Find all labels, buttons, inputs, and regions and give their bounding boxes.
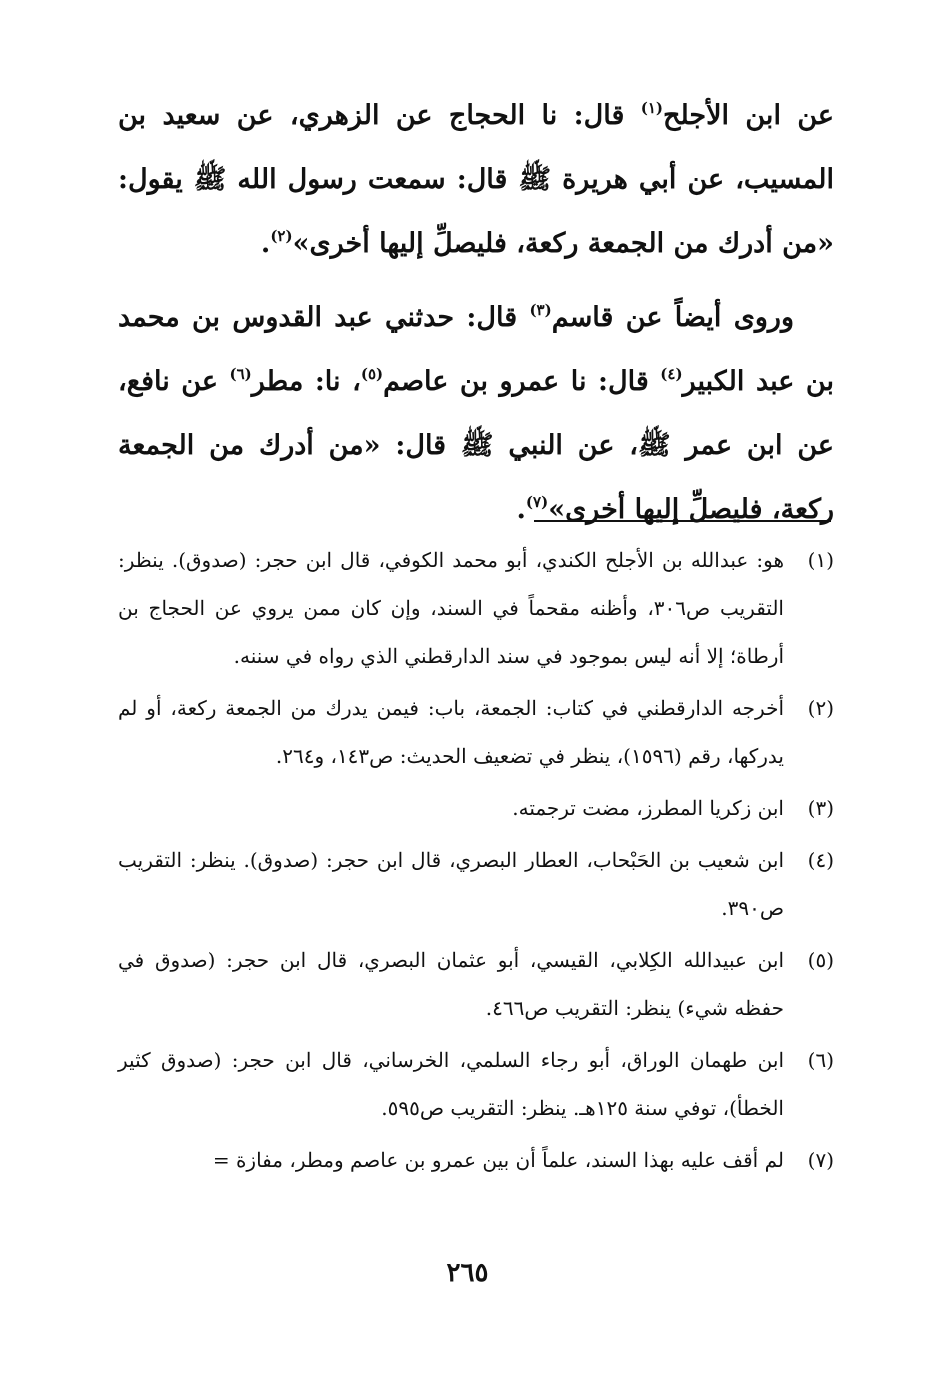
footnote xyxy=(118,836,834,932)
page-number: ٢٦٥ xyxy=(446,1258,489,1288)
text-run: ، نا: مطر xyxy=(251,366,361,397)
footnote-ref: (١) xyxy=(640,99,664,117)
text-run: . xyxy=(260,228,271,259)
text-run: قال: نا عمرو بن عاصم xyxy=(383,366,661,397)
text-run: وروى أيضاً عن قاسم xyxy=(551,302,794,333)
footnote-text: هو: عبدالله بن الأجلح الكندي، أبو محمد الكوفي، قال ابن حجر: (صدوق). ينظر: التقريب ص٣٠٦، وأظنه مقحماً في السند، وإن كان ممن يروي عن الحجاج بن أرطاة؛ إلا أنه ليس بموجود في سند الدارقطني الذي رواه في سننه. xyxy=(118,548,784,668)
text-run: قال: حدثني عبد القدوس بن محمد بن عبد الكبير xyxy=(118,302,834,397)
footnote xyxy=(118,784,834,832)
footnote-ref: (٥) xyxy=(360,365,384,383)
paragraph-2 xyxy=(118,286,834,542)
footnote xyxy=(118,1136,834,1184)
footnote-ref: (٧) xyxy=(525,493,549,511)
footnote-number: (٤) xyxy=(807,848,834,872)
text-run: قال: نا الحجاج عن الزهري، عن سعيد بن المسيب، عن أبي هريرة ﷺ قال: سمعت رسول الله ﷺ يقول: «من أدرك من الجمعة ركعة، فليصلِّ إليها أخرى» xyxy=(118,100,835,259)
footnote-text: ابن طهمان الوراق، أبو رجاء السلمي، الخرساني، قال ابن حجر: (صدوق كثير الخطأ)، توفي سنة ١٢٥هـ. ينظر: التقريب ص٥٩٥. xyxy=(118,1048,784,1120)
footnote-separator xyxy=(534,520,831,522)
footnote-ref: (٢) xyxy=(270,227,293,245)
footnote-text: ابن عبيدالله الكِلابي، القيسي، أبو عثمان البصري، قال ابن حجر: (صدوق في حفظه شيء) ينظر: التقريب ص٤٦٦. xyxy=(118,948,784,1020)
text-run: . xyxy=(516,494,526,525)
footnote-number: (٢) xyxy=(807,696,834,720)
footnote xyxy=(118,936,834,1032)
footnote-text: أخرجه الدارقطني في كتاب: الجمعة، باب: فيمن يدرك من الجمعة ركعة، أو لم يدركها، رقم (١٥٩٦)، ينظر في تضعيف الحديث: ص١٤٣، و٢٦٤. xyxy=(118,696,784,768)
footnote-ref: (٦) xyxy=(229,365,252,383)
footnote xyxy=(118,1036,834,1132)
footnote-number: (٣) xyxy=(807,796,834,820)
footnote xyxy=(118,536,834,680)
footnote-text: ابن زكريا المطرز، مضت ترجمته. xyxy=(512,796,784,820)
footnote-text: ابن شعيب بن الحَبْحاب، العطار البصري، قال ابن حجر: (صدوق). ينظر: التقريب ص٣٩٠. xyxy=(118,848,784,920)
text-run: عن ابن الأجلح xyxy=(663,100,834,131)
main-text xyxy=(118,84,834,542)
footnote-number: (١) xyxy=(807,548,834,572)
footnote xyxy=(118,684,834,780)
text-run: عن نافع، عن ابن عمر ﷺ، عن النبي ﷺ قال: «من أدرك من الجمعة ركعة، فليصلِّ إليها أخرى» xyxy=(118,366,834,525)
footnotes xyxy=(118,536,834,1188)
footnote-ref: (٣) xyxy=(529,301,552,319)
footnote-number: (٦) xyxy=(807,1048,834,1072)
paragraph-1 xyxy=(118,84,834,276)
footnote-number: (٥) xyxy=(807,948,834,972)
footnote-ref: (٤) xyxy=(660,365,683,383)
footnote-text: لم أقف عليه بهذا السند، علماً أن بين عمرو بن عاصم ومطر، مفازة = xyxy=(212,1148,784,1172)
footnote-number: (٧) xyxy=(807,1148,834,1172)
